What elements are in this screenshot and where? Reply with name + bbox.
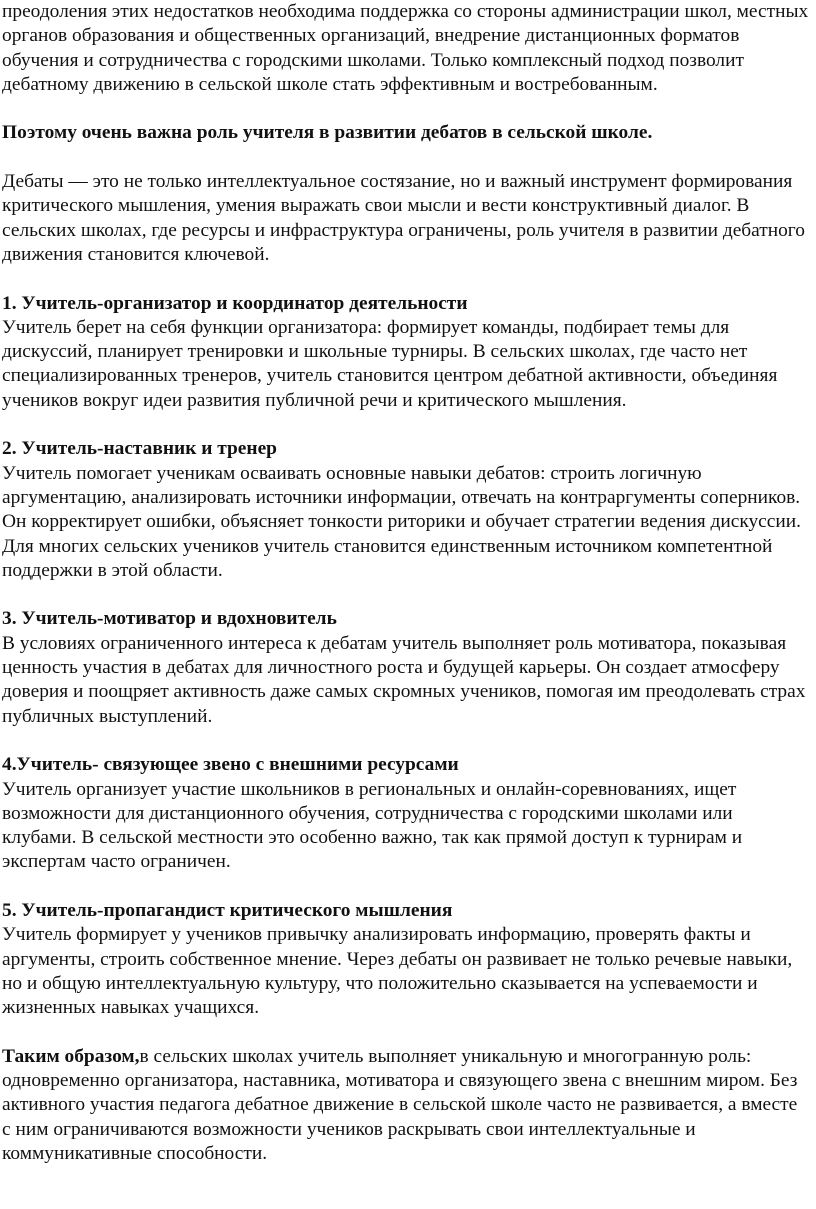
section-heading: 1. Учитель-организатор и координатор деятельности [2,292,468,314]
section-body: В условиях ограниченного интереса к дебатам учитель выполняет роль мотиватора, показывая ценность участия в дебатах для личностного роста и будущей карьеры. Он создает атмосферу доверия и поощряет активность даже самых скромных учеников, помогая им преодолевать страх публичных выступлений. [2,632,806,727]
paragraph-gap [2,583,810,607]
section-organizer [2,292,810,413]
paragraph-gap [2,875,810,899]
section-heading: 2. Учитель-наставник и тренер [2,438,277,460]
paragraph-gap [2,146,810,170]
section-heading: 3. Учитель-мотиватор и вдохновитель [2,608,337,630]
overview-paragraph: Дебаты — это не только интеллектуальное состязание, но и важный инструмент формирования критического мышления, умения выражать свои мысли и вести конструктивный диалог. В сельских школах, где ресурсы и инфраструктура ограничены, роль учителя в развитии дебатного движения становится ключевой. [2,171,805,265]
conclusion-lead: Таким образом, [2,1045,140,1067]
section-body: Учитель помогает ученикам осваивать основные навыки дебатов: строить логичную аргументацию, анализировать источники информации, отвечать на контраргументы соперников. Он корректирует ошибки, объясняет тонкости риторики и обучает стратегии ведения дискуссии. Для многих сельских учеников учитель становится единственным источником компетентной поддержки в этой области. [2,462,801,581]
paragraph-gap [2,729,810,753]
section-body: Учитель формирует у учеников привычку анализировать информацию, проверять факты и аргументы, строить собственное мнение. Через дебаты он развивает не только речевые навыки, но и общую интеллектуальную культуру, что положительно сказывается на успеваемости и жизненных навыках учащихся. [2,924,793,1019]
conclusion-paragraph [2,1045,810,1166]
conclusion-text: в сельских школах учитель выполняет уникальную и многогранную роль: одновременно организатора, наставника, мотиватора и связующего звена с внешним миром. Без активного участия педагога дебатное движение в сельской школе часто не развивается, а вместе с ним ограничиваются возможности учеников раскрывать свои интеллектуальные и коммуникативные способности. [2,1045,798,1164]
section-propagandist [2,899,810,1020]
paragraph-gap [2,267,810,291]
section-heading: 5. Учитель-пропагандист критического мышления [2,899,453,921]
key-statement: Поэтому очень важна роль учителя в развитии дебатов в сельской школе. [2,122,653,144]
intro-paragraph: преодоления этих недостатков необходима поддержка со стороны администрации школ, местных органов образования и общественных организаций, внедрение дистанционных форматов обучения и сотрудничества с городскими школами. Только комплексный подход позволит дебатному движению в сельской школе стать эффективным и востребованным. [2,1,809,95]
section-heading: 4.Учитель- связующее звено с внешними ресурсами [2,754,459,776]
section-body: Учитель берет на себя функции организатора: формирует команды, подбирает темы для дискуссий, планирует тренировки и школьные турниры. В сельских школах, где часто нет специализированных тренеров, учитель становится центром дебатной активности, объединяя учеников вокруг идеи развития публичной речи и критического мышления. [2,316,778,411]
section-link [2,753,810,874]
paragraph-gap [2,1020,810,1044]
section-body: Учитель организует участие школьников в региональных и онлайн-соревнованиях, ищет возможности для дистанционного обучения, сотрудничества с городскими школами или клубами. В сельской местности это особенно важно, так как прямой доступ к турнирам и экспертам часто ограничен. [2,778,743,873]
section-mentor [2,437,810,583]
section-motivator [2,607,810,728]
paragraph-gap [2,413,810,437]
paragraph-gap [2,97,810,121]
